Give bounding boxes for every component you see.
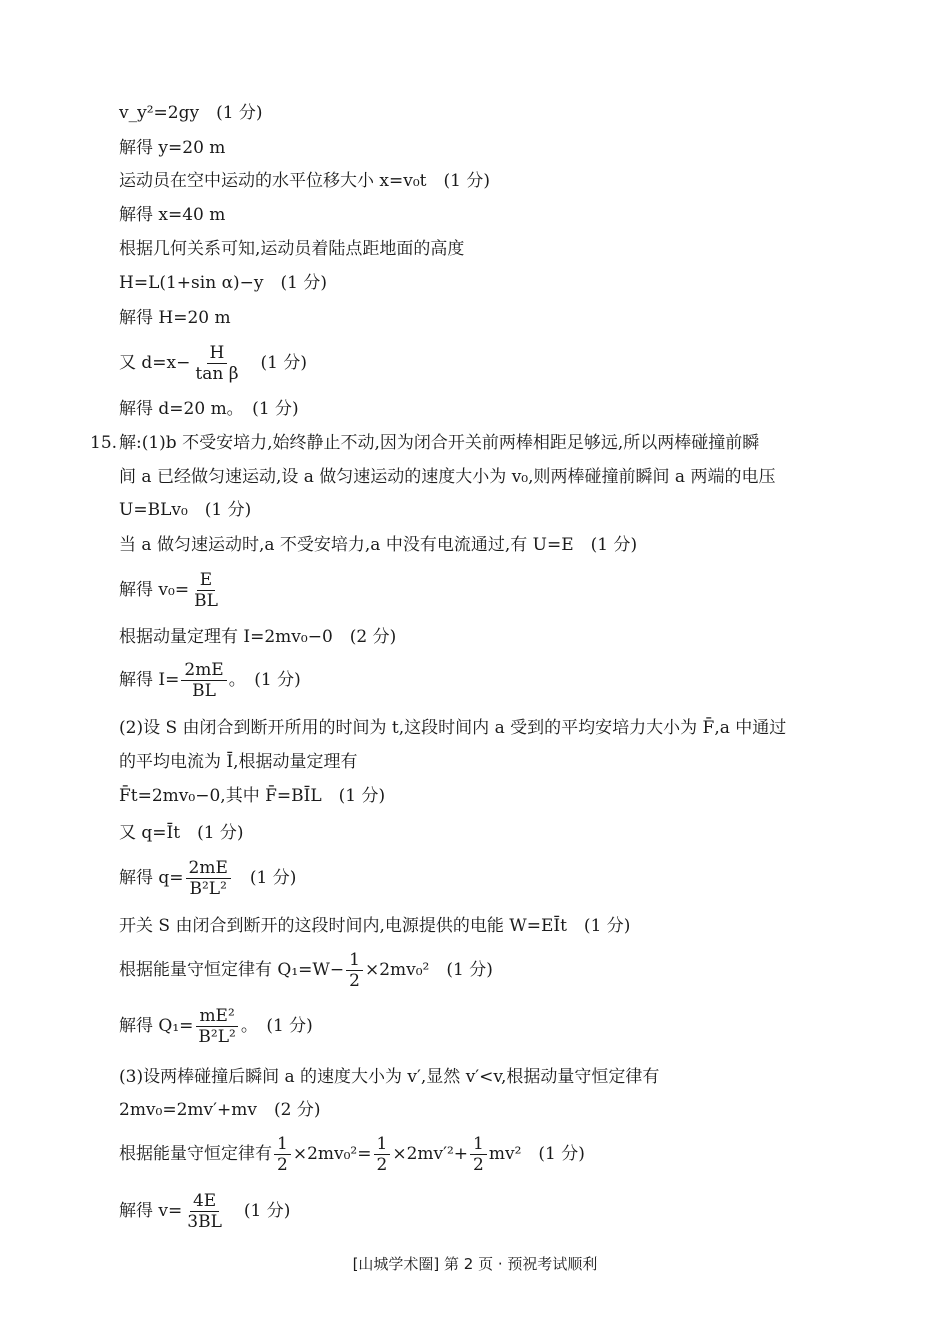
numerator: 1 (274, 1134, 291, 1155)
solution-line (119, 858, 296, 899)
solution-line: H=L(1+sin α)−y (1 分) (119, 273, 328, 293)
solution-line: (3)设两棒碰撞后瞬间 a 的速度大小为 v′,显然 v′<v,根据动量守恒定律有 (119, 1067, 660, 1087)
solution-line (119, 950, 493, 991)
text: 解得 v₀= (119, 580, 190, 600)
text: 解得 I= (119, 670, 180, 690)
solution-line (119, 660, 301, 701)
solution-line: v_y²=2gy (1 分) (119, 103, 263, 123)
solution-line: 又 q=Īt (1 分) (119, 823, 244, 843)
solution-line (119, 343, 307, 384)
text: 解得 v= (119, 1201, 183, 1221)
text: 又 d=x− (119, 353, 191, 373)
text: mv² (1 分) (488, 1144, 585, 1164)
text: 根据能量守恒定律有 Q₁=W− (119, 960, 345, 980)
text: (1 分) (232, 868, 297, 888)
solution-line: 开关 S 由闭合到断开的这段时间内,电源提供的电能 W=EĪt (1 分) (119, 916, 631, 936)
numerator: 1 (374, 1134, 391, 1155)
denominator: 2 (349, 971, 360, 991)
text: (1 分) (226, 1201, 291, 1221)
fraction (192, 343, 241, 384)
fraction (184, 1191, 225, 1232)
denominator: 2 (376, 1155, 388, 1175)
denominator: 2 (473, 1155, 484, 1175)
fraction (181, 660, 226, 701)
numerator: 2mE (186, 858, 231, 879)
numerator: E (197, 570, 215, 591)
text: ×2mv₀² (1 分) (364, 960, 493, 980)
solution-line: 解:(1)b 不受安培力,始终静止不动,因为闭合开关前两棒相距足够远,所以两棒碰撞前瞬 (119, 433, 760, 453)
solution-line: 解得 H=20 m (119, 308, 231, 328)
fraction (346, 950, 363, 991)
solution-line: U=BLv₀ (1 分) (119, 500, 252, 520)
denominator: B²L² (189, 879, 227, 899)
text: 。 (1 分) (240, 1016, 313, 1036)
fraction (470, 1134, 487, 1175)
text: 根据能量守恒定律有 (119, 1144, 272, 1164)
denominator: tan β (195, 364, 239, 384)
text: ×2mv₀²= (292, 1144, 372, 1164)
fraction (195, 1006, 238, 1047)
fraction (374, 1134, 391, 1175)
text: 。 (1 分) (228, 670, 301, 690)
solution-line: 当 a 做匀速运动时,a 不受安培力,a 中没有电流通过,有 U=E (1 分) (119, 535, 638, 555)
text: 解得 Q₁= (119, 1016, 194, 1036)
solution-line: 根据动量定理有 I=2mv₀−0 (2 分) (119, 627, 397, 647)
numerator: 1 (470, 1134, 487, 1155)
denominator: 2 (277, 1155, 288, 1175)
text: (1 分) (243, 353, 308, 373)
solution-line: 2mv₀=2mv′+mv (2 分) (119, 1100, 321, 1120)
solution-line: 运动员在空中运动的水平位移大小 x=v₀t (1 分) (119, 171, 490, 191)
solution-line (119, 1134, 585, 1175)
solution-line (119, 1191, 290, 1232)
fraction (274, 1134, 291, 1175)
numerator: 4E (190, 1191, 219, 1212)
solution-line (119, 1006, 313, 1047)
solution-line (119, 570, 223, 611)
fraction (191, 570, 221, 611)
denominator: BL (192, 681, 216, 701)
text: ×2mv′²+ (392, 1144, 469, 1164)
numerator: H (207, 343, 228, 364)
solution-line: 间 a 已经做匀速运动,设 a 做匀速运动的速度大小为 v₀,则两棒碰撞前瞬间 a 两端的电压 (119, 467, 776, 487)
solution-line: 解得 x=40 m (119, 205, 226, 225)
denominator: 3BL (187, 1212, 222, 1232)
solution-line: 根据几何关系可知,运动员着陆点距地面的高度 (119, 239, 465, 259)
solution-line: (2)设 S 由闭合到断开所用的时间为 t,这段时间内 a 受到的平均安培力大小为 F̄,a 中通过 (119, 718, 787, 738)
solution-line: 解得 y=20 m (119, 138, 226, 158)
solution-line: 解得 d=20 m。 (1 分) (119, 399, 299, 419)
text: 解得 q= (119, 868, 184, 888)
denominator: BL (194, 591, 218, 611)
fraction (186, 858, 231, 899)
numerator: mE² (196, 1006, 237, 1027)
denominator: B²L² (198, 1027, 236, 1047)
numerator: 1 (346, 950, 363, 971)
solution-line: 的平均电流为 Ī,根据动量定理有 (119, 752, 358, 772)
page-footer: [山城学术圈] 第 2 页 · 预祝考试顺利 (352, 1255, 598, 1273)
question-number: 15. (90, 433, 118, 453)
numerator: 2mE (181, 660, 226, 681)
solution-line: F̄t=2mv₀−0,其中 F̄=BĪL (1 分) (119, 786, 386, 806)
